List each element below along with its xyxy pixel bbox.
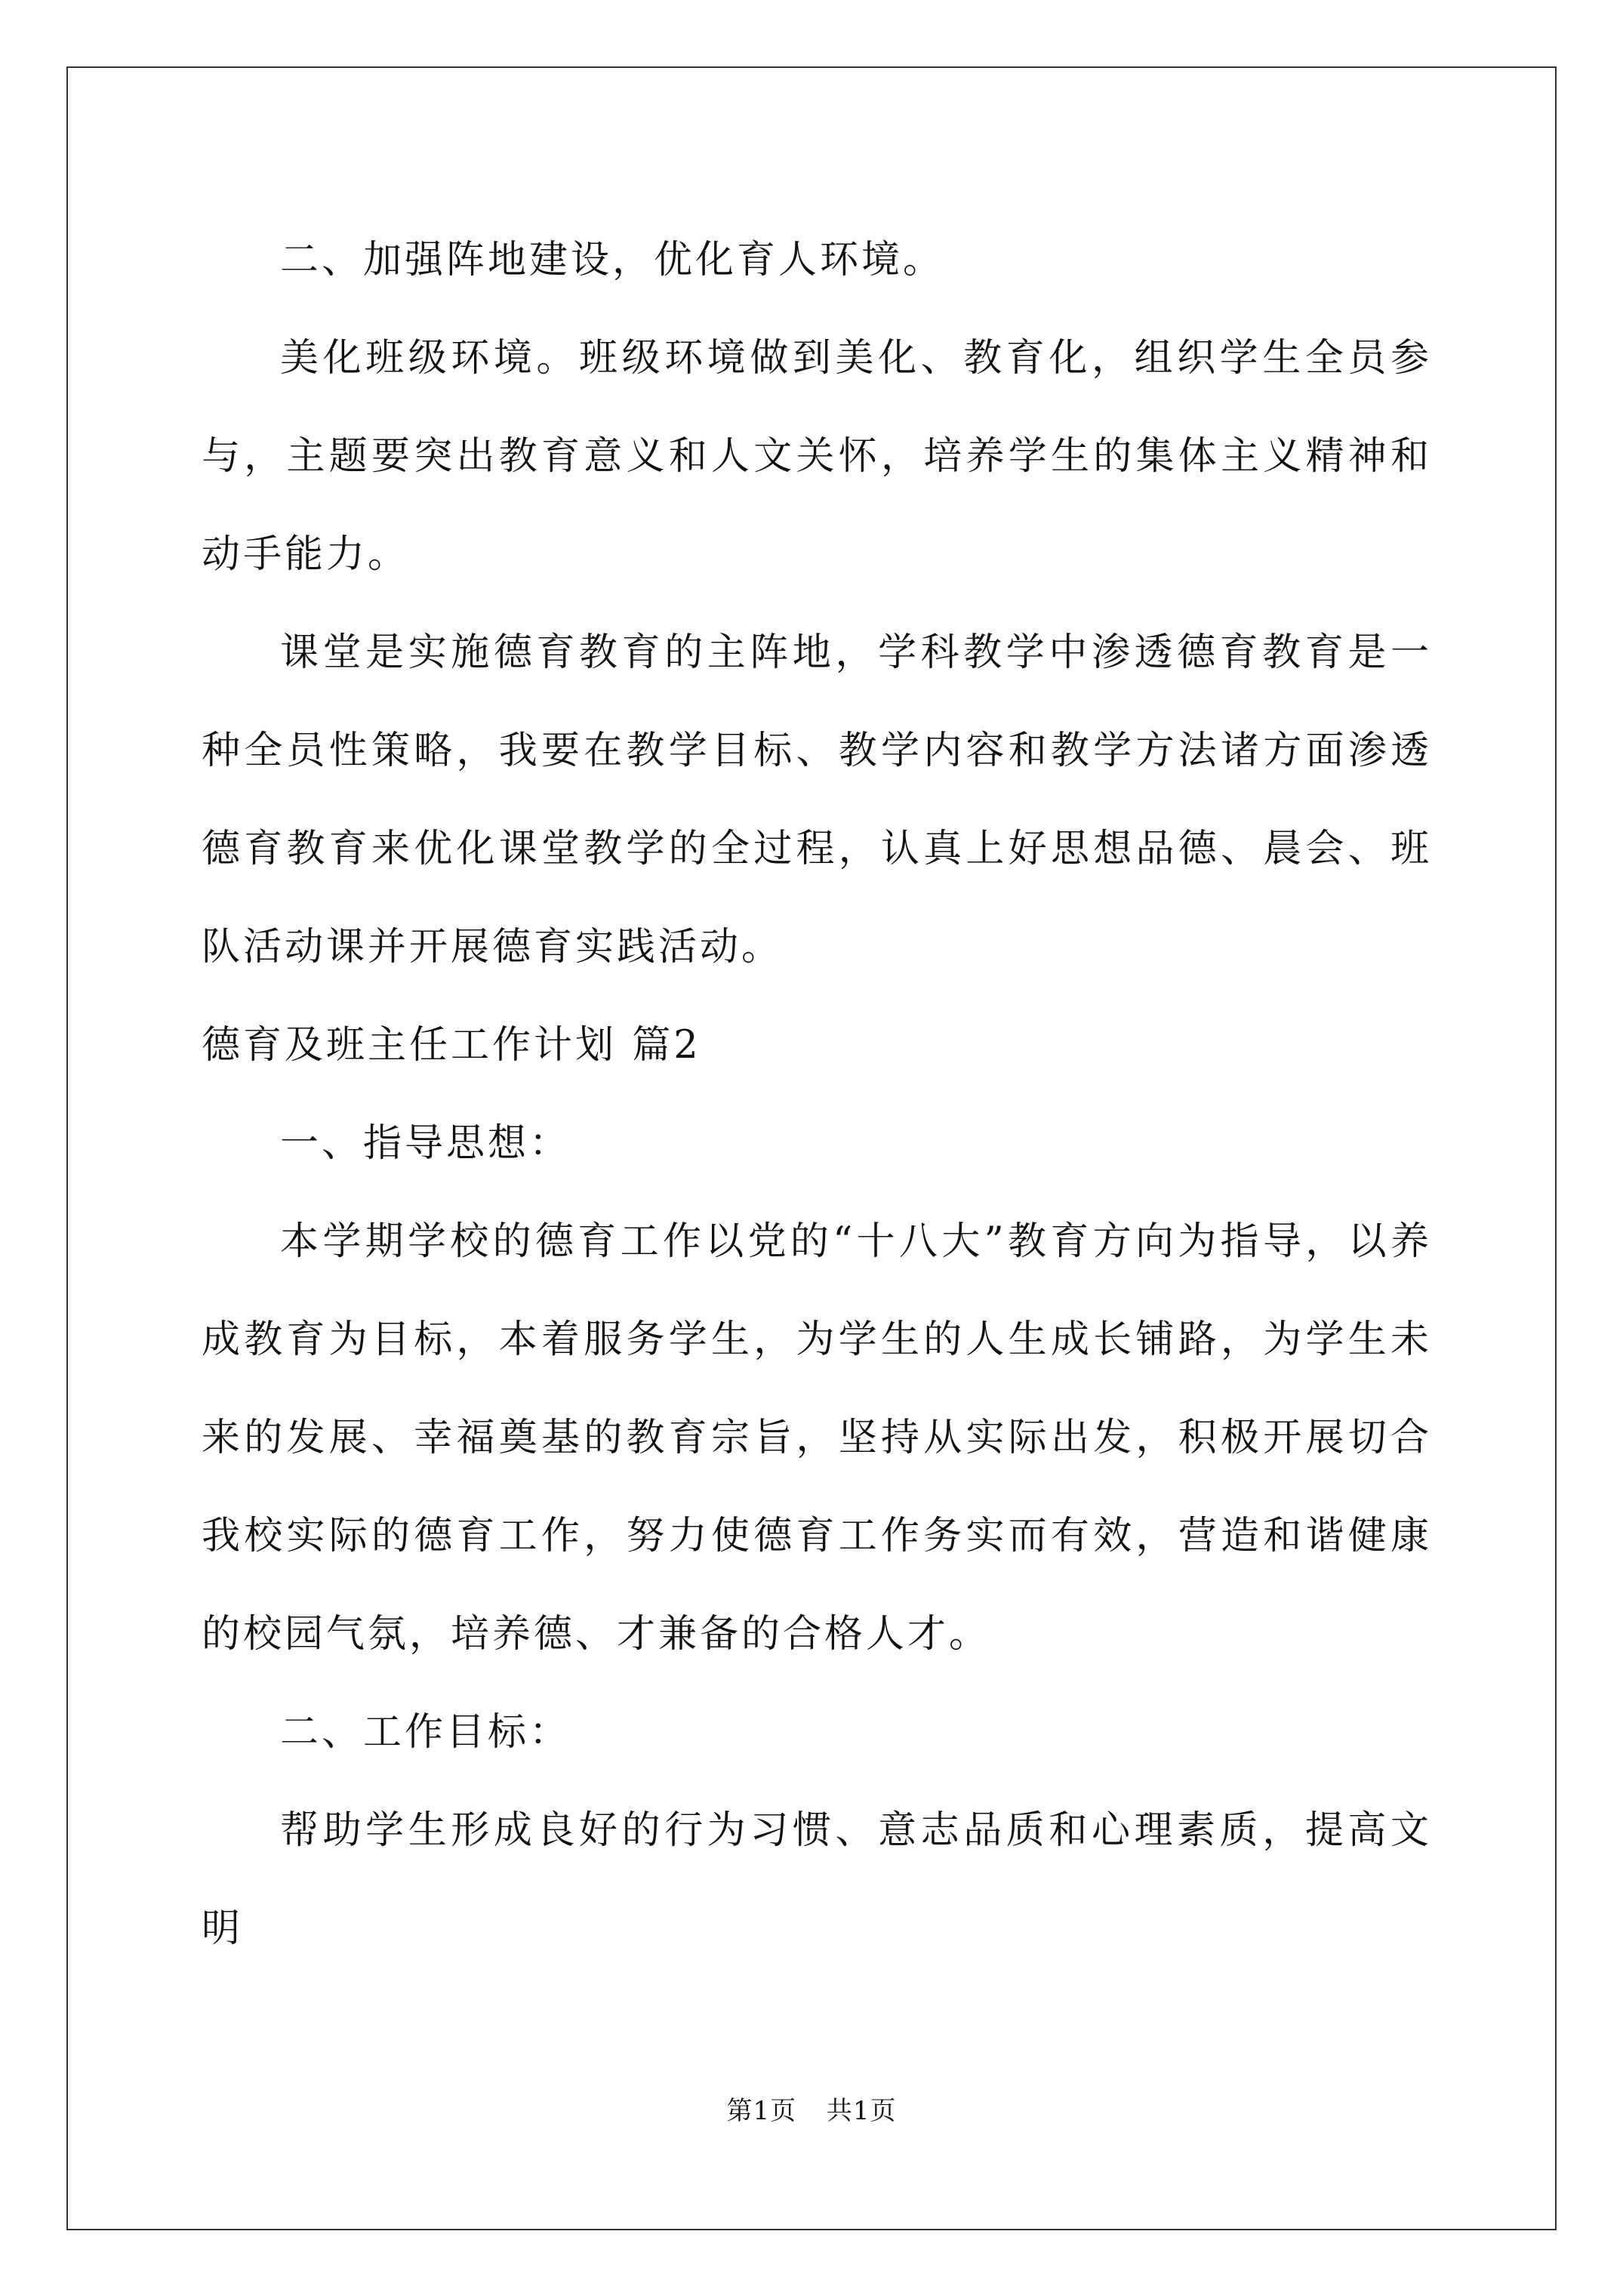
- page-total: 共1页: [826, 2096, 897, 2126]
- page-footer: [0, 2096, 1623, 2126]
- paragraph-guiding-thought-heading: 一、指导思想：: [280, 1121, 571, 1166]
- paragraph-work-goals: 帮助学生形成良好的行为习惯、意志品质和心理素质，提高文明: [202, 1808, 1432, 1951]
- paragraph-work-goals-heading: 二、工作目标：: [280, 1710, 571, 1755]
- article-title-part-2: 德育及班主任工作计划 篇2: [202, 1023, 701, 1068]
- paragraph-guiding-thought: 本学期学校的德育工作以党的“十八大”教育方向为指导，以养成教育为目标，本着服务学生，为学生的人生成长铺路，为学生未来的发展、幸福奠基的教育宗旨，坚持从实际出发，积极开展切合我校实际的德育工作，努力使德育工作务实而有效，营造和谐健康的校园气氛，培养德、才兼备的合格人才。: [202, 1219, 1432, 1657]
- document-body: [202, 211, 1432, 1978]
- paragraph-class-environment: 美化班级环境。班级环境做到美化、教育化，组织学生全员参与，主题要突出教育意义和人文关怀，培养学生的集体主义精神和动手能力。: [202, 336, 1432, 577]
- paragraph-classroom-teaching: 课堂是实施德育教育的主阵地，学科教学中渗透德育教育是一种全员性策略，我要在教学目标、教学内容和教学方法诸方面渗透德育教育来优化课堂教学的全过程，认真上好思想品德、晨会、班队活动课并开展德育实践活动。: [202, 630, 1432, 969]
- page-number: 第1页: [726, 2096, 797, 2126]
- paragraph-section-two-heading: 二、加强阵地建设，优化育人环境。: [280, 238, 945, 282]
